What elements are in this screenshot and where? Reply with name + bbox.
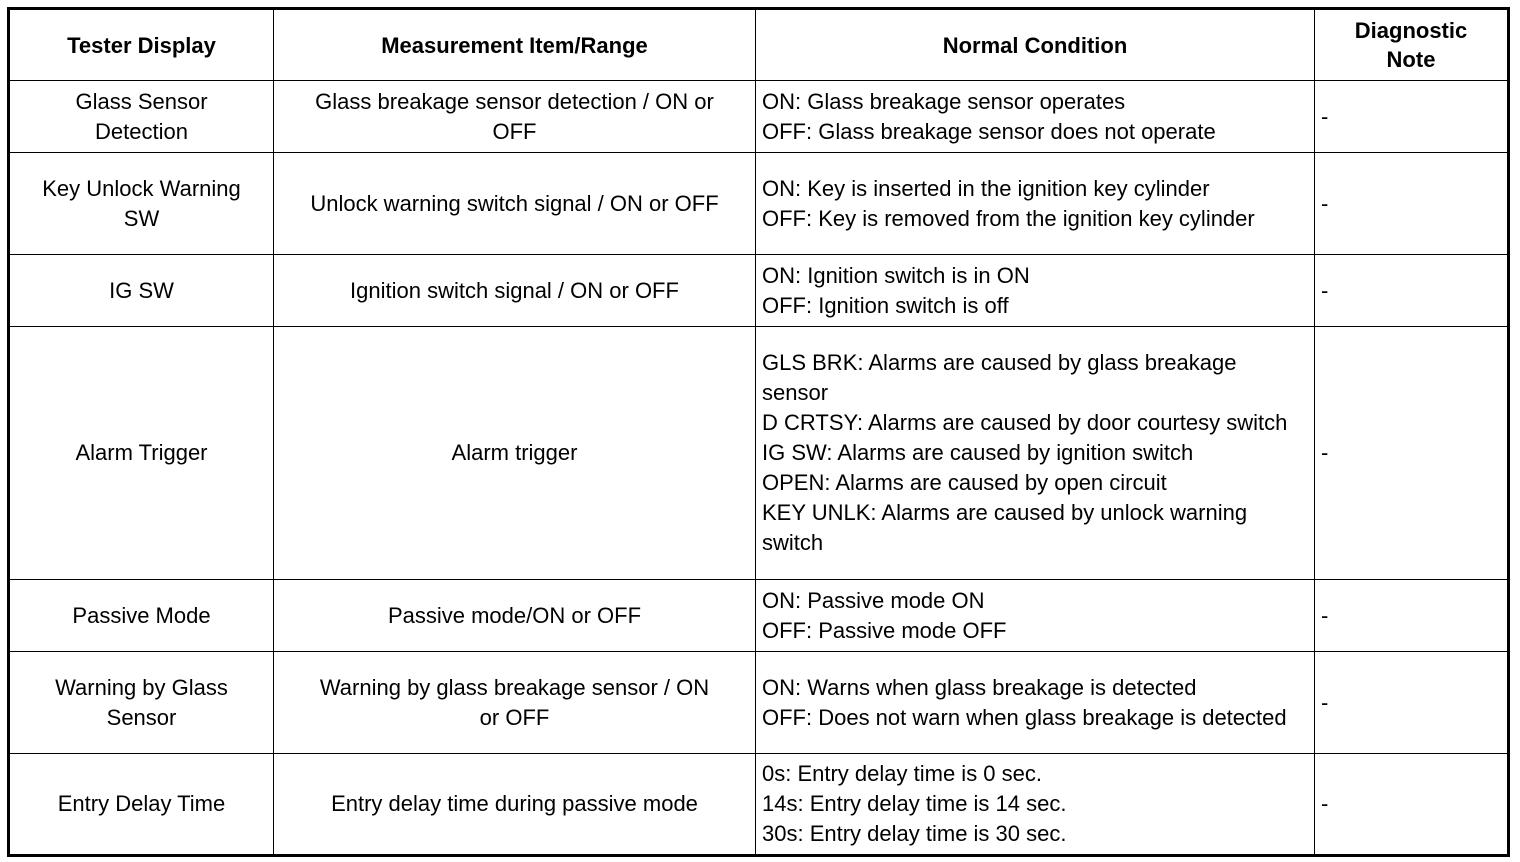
condition-line: OFF: Key is removed from the ignition key cylinder — [762, 205, 1255, 231]
cell-diagnostic-note: - — [1315, 754, 1509, 856]
cell-diagnostic-note: - — [1315, 327, 1509, 580]
cell-text: Warning by glass breakage sensor / ON — [319, 674, 710, 700]
condition-line: 14s: Entry delay time is 14 sec. — [762, 791, 1067, 816]
condition-line: ON: Key is inserted in the ignition key cylinder — [762, 175, 1210, 201]
header-row — [9, 9, 1509, 81]
cell-normal-condition — [756, 255, 1315, 327]
condition-line: ON: Glass breakage sensor operates — [762, 88, 1126, 114]
condition-line: OFF: Does not warn when glass breakage is detected — [762, 704, 1287, 730]
cell-measurement — [274, 255, 756, 327]
cell-tester-display — [9, 255, 274, 327]
cell-text: Detection — [95, 118, 188, 144]
condition-line: GLS BRK: Alarms are caused by glass breakage sensor — [762, 350, 1237, 405]
condition-line: 0s: Entry delay time is 0 sec. — [762, 761, 1042, 786]
cell-text: Glass Sensor — [75, 88, 208, 114]
header-tester-display: Tester Display — [9, 9, 274, 81]
table-row — [9, 255, 1509, 327]
cell-normal-condition — [756, 580, 1315, 652]
cell-text: IG SW — [109, 277, 174, 303]
cell-text: SW — [123, 205, 160, 231]
cell-tester-display — [9, 81, 274, 153]
condition-line: D CRTSY: Alarms are caused by door courtesy switch — [762, 410, 1288, 435]
header-diagnostic-note — [1315, 9, 1509, 81]
cell-normal-condition — [756, 754, 1315, 856]
cell-measurement — [274, 754, 756, 856]
cell-measurement — [274, 580, 756, 652]
cell-text: Warning by Glass — [55, 674, 228, 700]
table-header — [9, 9, 1509, 81]
condition-line: OFF: Ignition switch is off — [762, 292, 1009, 318]
condition-line: ON: Ignition switch is in ON — [762, 262, 1030, 288]
table-row — [9, 580, 1509, 652]
cell-normal-condition — [756, 327, 1315, 580]
cell-diagnostic-note: - — [1315, 580, 1509, 652]
cell-text: Key Unlock Warning — [42, 175, 241, 201]
table-row — [9, 652, 1509, 754]
header-measurement-item-range: Measurement Item/Range — [274, 9, 756, 81]
table-row — [9, 327, 1509, 580]
cell-text: Passive mode/ON or OFF — [387, 602, 642, 628]
condition-line: 30s: Entry delay time is 30 sec. — [762, 821, 1067, 846]
cell-measurement — [274, 652, 756, 754]
cell-text: Sensor — [106, 704, 177, 730]
cell-tester-display — [9, 153, 274, 255]
table-row — [9, 153, 1509, 255]
cell-text: OFF — [492, 118, 537, 144]
cell-diagnostic-note: - — [1315, 255, 1509, 327]
cell-text: Passive Mode — [72, 602, 211, 628]
condition-line: IG SW: Alarms are caused by ignition switch — [762, 440, 1194, 465]
header-diagnostic-note-word: Diagnostic — [1354, 18, 1468, 43]
condition-line: ON: Warns when glass breakage is detected — [762, 674, 1197, 700]
cell-normal-condition — [756, 652, 1315, 754]
cell-diagnostic-note: - — [1315, 652, 1509, 754]
cell-text: Ignition switch signal / ON or OFF — [350, 277, 679, 303]
cell-tester-display — [9, 754, 274, 856]
cell-text: Alarm trigger — [451, 440, 578, 465]
condition-line: OFF: Glass breakage sensor does not operate — [762, 118, 1216, 144]
diagnostic-data-table — [7, 7, 1510, 857]
cell-text: Glass breakage sensor detection / ON or — [315, 88, 714, 114]
cell-text: Entry Delay Time — [57, 791, 226, 816]
cell-tester-display — [9, 580, 274, 652]
cell-measurement — [274, 153, 756, 255]
cell-measurement — [274, 81, 756, 153]
table-row — [9, 81, 1509, 153]
cell-diagnostic-note: - — [1315, 81, 1509, 153]
cell-text: or OFF — [479, 704, 550, 730]
condition-line: OFF: Passive mode OFF — [762, 617, 1007, 643]
cell-text: Entry delay time during passive mode — [331, 791, 698, 816]
header-normal-condition: Normal Condition — [756, 9, 1315, 81]
cell-tester-display — [9, 652, 274, 754]
cell-text: Alarm Trigger — [75, 440, 208, 465]
condition-line: KEY UNLK: Alarms are caused by unlock warning switch — [762, 500, 1248, 555]
cell-tester-display — [9, 327, 274, 580]
cell-normal-condition — [756, 81, 1315, 153]
condition-line: OPEN: Alarms are caused by open circuit — [762, 470, 1167, 495]
condition-line: ON: Passive mode ON — [762, 587, 985, 613]
cell-text: Unlock warning switch signal / ON or OFF — [310, 190, 719, 216]
cell-diagnostic-note: - — [1315, 153, 1509, 255]
cell-normal-condition — [756, 153, 1315, 255]
cell-measurement — [274, 327, 756, 580]
header-diagnostic-note-word-2: Note — [1386, 47, 1436, 72]
table-row — [9, 754, 1509, 856]
